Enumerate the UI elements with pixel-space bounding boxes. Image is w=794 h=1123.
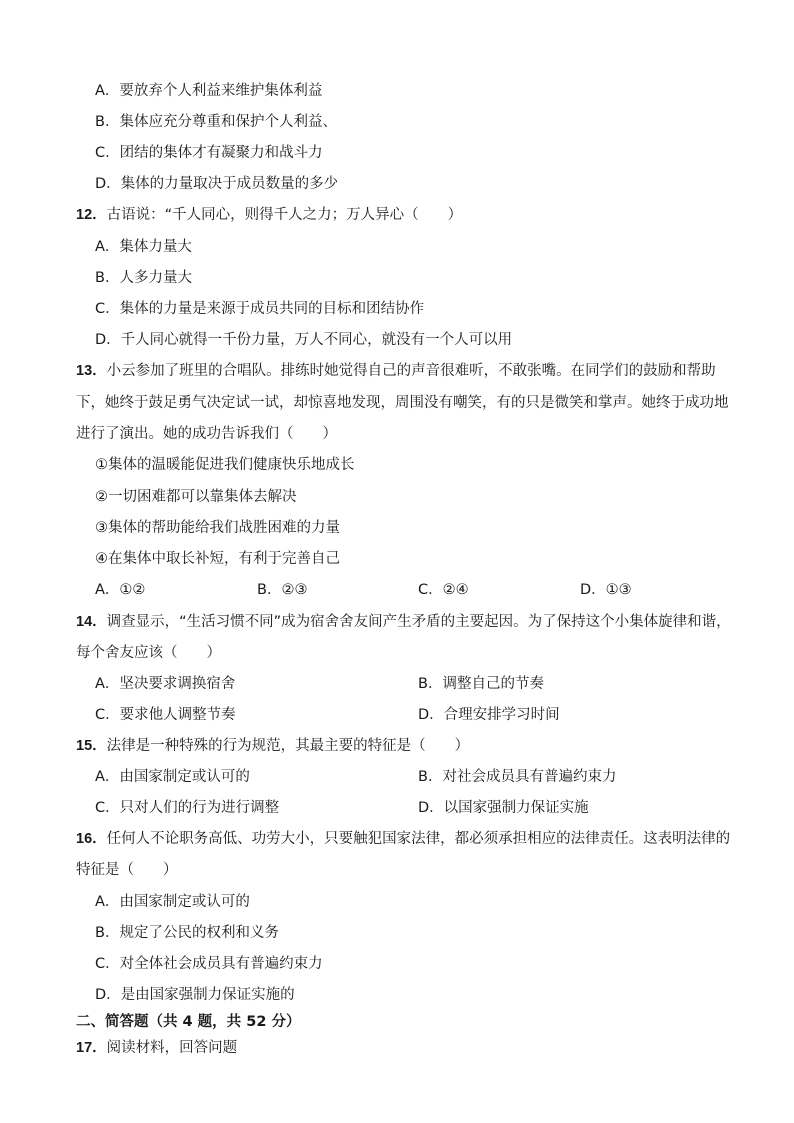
q13-stem-1: 小云参加了班里的合唱队。排练时她觉得自己的声音很难听，不敢张嘴。在同学们的鼓励和帮助 — [106, 363, 716, 379]
q15-number: 15． — [76, 738, 107, 754]
q13-stem-line-3: 进行了演出。她的成功告诉我们（ ） — [76, 426, 337, 442]
q16-stem-line-1 — [76, 829, 730, 849]
q14-option-c: C．要求他人调整节奏 — [95, 707, 236, 723]
q16-option-a: A．由国家制定或认可的 — [95, 894, 250, 910]
q13-option-d: D．①③ — [580, 582, 632, 598]
q12-stem-line — [76, 205, 462, 225]
q11-option-c: C．团结的集体才有凝聚力和战斗力 — [95, 145, 323, 161]
q13-option-c: C．②④ — [418, 582, 469, 598]
q14-option-b: B．调整自己的节奏 — [418, 676, 544, 692]
q14-number: 14． — [76, 614, 107, 630]
q13-number: 13． — [76, 363, 107, 379]
q13-stem-line-2: 下，她终于鼓足勇气决定试一试，却惊喜地发现，周围没有嘲笑，有的只是微笑和掌声。她终于成功地 — [76, 395, 729, 411]
q12-stem: 古语说：“千人同心，则得千人之力；万人异心（ ） — [106, 207, 463, 223]
q13-statement-1: ①集体的温暖能促进我们健康快乐地成长 — [95, 457, 355, 473]
q15-option-a: A．由国家制定或认可的 — [95, 769, 250, 785]
q13-option-a: A．①② — [95, 582, 146, 598]
q14-stem-1: 调查显示，“生活习惯不同”成为宿舍舍友间产生矛盾的主要起因。为了保持这个小集体旋律和谐， — [106, 614, 731, 630]
q16-stem-1: 任何人不论职务高低、功劳大小，只要触犯国家法律，都必须承担相应的法律责任。这表明法律的 — [106, 831, 731, 847]
q13-option-b: B．②③ — [257, 582, 308, 598]
section-heading: 二、简答题（共 4 题，共 52 分） — [76, 1014, 301, 1030]
q15-option-d: D．以国家强制力保证实施 — [418, 800, 589, 816]
q16-option-d: D．是由国家强制力保证实施的 — [95, 987, 295, 1003]
q16-number: 16． — [76, 831, 107, 847]
q12-option-d: D．千人同心就得一千份力量，万人不同心，就没有一个人可以用 — [95, 332, 513, 348]
q14-option-d: D．合理安排学习时间 — [418, 707, 560, 723]
q12-option-b: B．人多力量大 — [95, 270, 192, 286]
q17-stem-line — [76, 1038, 237, 1058]
q14-stem-line-2: 每个舍友应该（ ） — [76, 645, 221, 661]
q17-stem: 阅读材料，回答问题 — [106, 1040, 238, 1056]
q15-stem-line — [76, 736, 469, 756]
q13-statement-3: ③集体的帮助能给我们战胜困难的力量 — [95, 520, 340, 536]
q15-stem: 法律是一种特殊的行为规范，其最主要的特征是（ ） — [106, 738, 470, 754]
q11-option-d: D．集体的力量取决于成员数量的多少 — [95, 176, 339, 192]
q13-statement-2: ②一切困难都可以靠集体去解决 — [95, 489, 297, 505]
q12-option-a: A．集体力量大 — [95, 239, 192, 255]
q14-option-a: A．坚决要求调换宿舍 — [95, 676, 236, 692]
q16-stem-line-2: 特征是（ ） — [76, 862, 178, 878]
q13-statement-4: ④在集体中取长补短，有利于完善自己 — [95, 551, 340, 567]
q12-number: 12． — [76, 207, 107, 223]
q11-option-a: A．要放弃个人利益来维护集体利益 — [95, 83, 323, 99]
q12-option-c: C．集体的力量是来源于成员共同的目标和团结协作 — [95, 301, 425, 317]
q16-option-c: C．对全体社会成员具有普遍约束力 — [95, 956, 323, 972]
q15-option-b: B．对社会成员具有普遍约束力 — [418, 769, 617, 785]
q11-option-b: B．集体应充分尊重和保护个人利益、 — [95, 114, 337, 130]
q16-option-b: B．规定了公民的权利和义务 — [95, 925, 279, 941]
q15-option-c: C．只对人们的行为进行调整 — [95, 800, 280, 816]
q17-number: 17． — [76, 1040, 107, 1056]
q13-stem-line-1 — [76, 361, 716, 381]
q14-stem-line-1 — [76, 612, 731, 632]
